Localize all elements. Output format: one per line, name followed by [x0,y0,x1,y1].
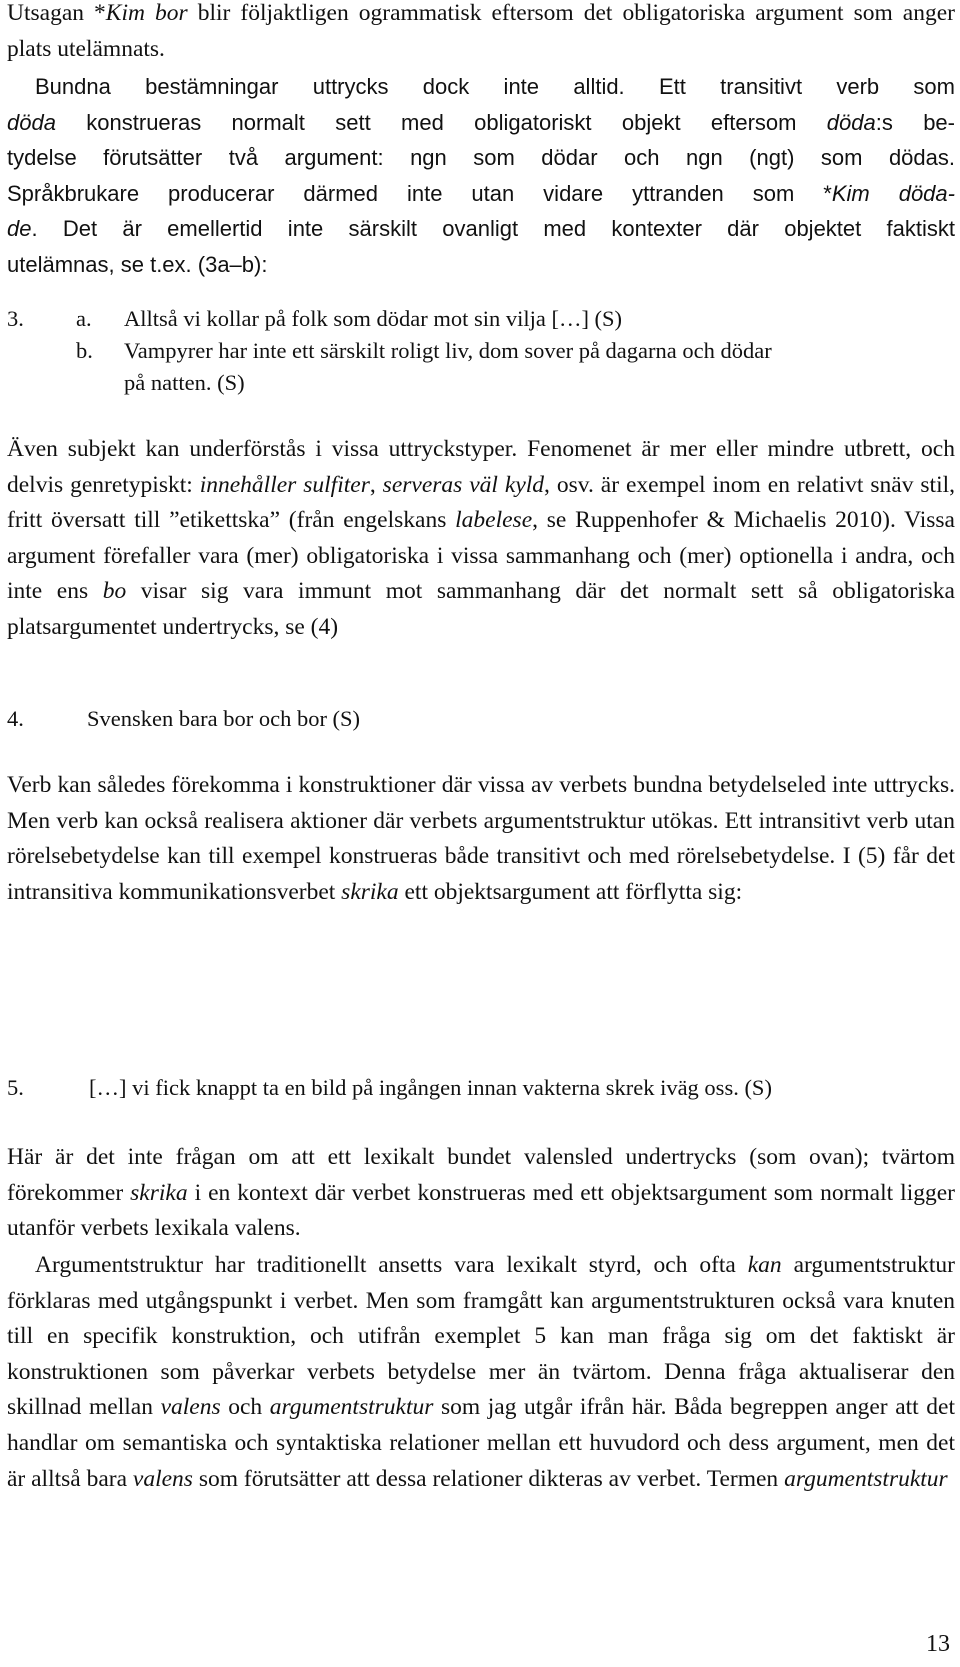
example-4 [7,703,955,735]
example-3a-label: a. [76,306,92,331]
paragraph-2-line-2: döda konstrueras normalt sett med obligatoriskt objekt eftersom döda:s be- [7,109,955,135]
paragraph-2-line-5: de. Det är emellertid inte särskilt ovanligt med kontexter där objektet faktiskt [7,216,955,242]
paragraph-2-line-6: utelämnas, se t.ex. (3a–b): [7,251,268,277]
paragraph-1-text: Utsagan *Kim bor blir följaktligen ogrammatisk eftersom det obligatoriska argument som anger plats utelämnats. [7,0,955,62]
example-5-number: 5. [7,1075,24,1100]
example-3b-text-line-1: Vampyrer har inte ett särskilt roligt liv, dom sover på dagarna och dödar [124,338,772,363]
paragraph-2-line-3: tydelse förutsätter två argument: ngn som dödar och ngn (ngt) som dödas. [7,145,955,171]
example-3a-text: Alltså vi kollar på folk som dödar mot sin vilja […] (S) [124,306,623,331]
example-4-text: Svensken bara bor och bor (S) [87,706,361,731]
example-5 [7,1072,955,1104]
paragraph-4: Verb kan således förekomma i konstruktioner där vissa av verbets bundna betydelseled inte uttrycks. Men verb kan också realisera aktioner där verbets argumentstruktur utökas. Ett intransitivt verb utan rörelsebetydelse kan till exempel konstrueras både transitivt och med rörelsebetydelse. I (5) får det intransitiva kommunikationsverbet skrika ett objektsargument att förflytta sig: [7,772,955,905]
paragraph-3: Även subjekt kan underförstås i vissa uttryckstyper. Fenomenet är mer eller mindre utbrett, och delvis genretypiskt: innehåller sulfiter, serveras väl kyld, osv. är exempel inom en relativt snäv stil, fritt översatt till ”etikettska” (från engelskans labelese, se Ruppenhofer & Michaelis 2010). Vissa argument förefaller vara (mer) obligatoriska i vissa sammanhang och (mer) optionella i andra, och inte ens bo visar sig vara immunt mot sammanhang där det normalt sett så obligatoriska platsargumentet undertrycks, se (4) [7,436,955,640]
page-number: 13 [926,1631,950,1657]
example-5-text: […] vi fick knappt ta en bild på ingången innan vakterna skrek iväg oss. (S) [89,1075,772,1100]
paragraph-6: Argumentstruktur har traditionellt ansetts vara lexikalt styrd, och ofta kan argumentstruktur förklaras med utgångspunkt i verbet. Men som framgått kan argumentstrukturen också vara knuten till en specifik konstruktion, och utifrån exemplet 5 kan man fråga sig om det faktiskt är konstruktionen som påverkar verbets betydelse mer än tvärtom. Denna fråga aktualiserar den skillnad mellan valens och argumentstruktur som jag utgår ifrån här. Båda begreppen anger att det handlar om semantiska och syntaktiska relationer mellan ett huvudord och dess argument, men det är alltså bara valens som förutsätter att dessa relationer dikteras av verbet. Termen argumentstruktur [7,1252,955,1492]
example-4-number: 4. [7,706,24,731]
paragraph-1 [7,0,955,67]
example-3b-label: b. [76,338,93,363]
paragraph-5: Här är det inte frågan om att ett lexikalt bundet valensled undertrycks (som ovan); tvärtom förekommer skrika i en kontext där verbet konstrueras med ett objektsargument som normalt ligger utanför verbets lexikala valens. [7,1144,955,1242]
example-3 [7,303,955,399]
example-3b-text-line-2: på natten. (S) [124,370,245,395]
example-3-number: 3. [7,306,24,331]
paragraph-2-line-1: Bundna bestämningar uttrycks dock inte alltid. Ett transitivt verb som [35,74,955,99]
paragraph-2 [7,69,955,283]
paragraph-2-line-4: Språkbrukare producerar därmed inte utan vidare yttranden som *Kim döda- [7,180,955,206]
